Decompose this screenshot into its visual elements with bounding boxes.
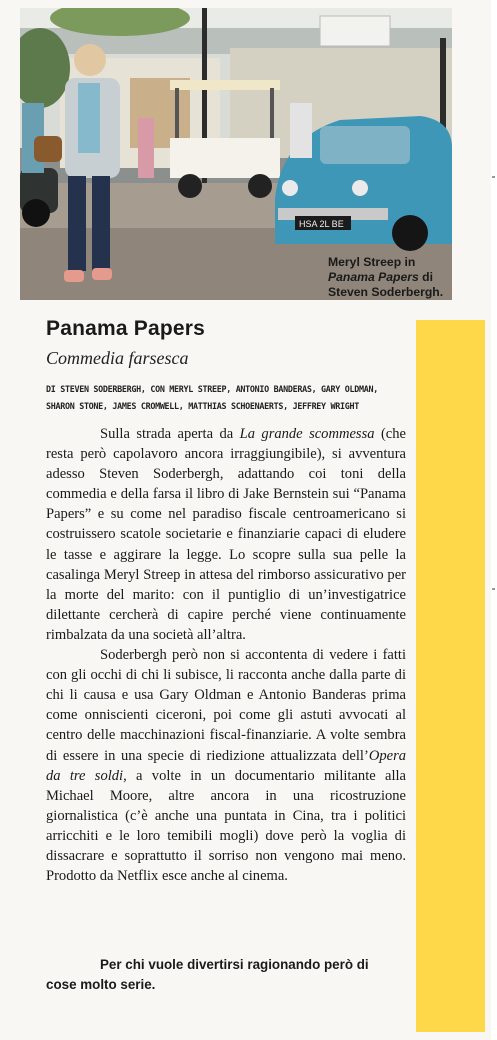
paragraph-2-text-a: Soderbergh però non si accontenta di vedere i fatti con gli occhi di chi li subisce, li racconta anche dalla parte di chi li causa e usa Gary Oldman e Antonio Banderas prima come onniscienti ciceroni, poi come gli astuti avvocati al centro delle macchinazioni fiscal-finanziarie. A volte sembra di essere in una specie di riedizione attualizzata dell’ xyxy=(46,647,406,764)
paragraph-1 xyxy=(46,424,406,645)
caption-line-1: Meryl Streep in xyxy=(328,255,416,269)
article-title: Panama Papers xyxy=(46,317,206,340)
article-subtitle: Commedia farsesca xyxy=(46,348,189,368)
verdict-text: Per chi vuole divertirsi ragionando però di cose molto serie. xyxy=(46,957,369,992)
paragraph-1-text-a: Sulla strada aperta da xyxy=(100,426,240,442)
caption-film-title: Panama Papers xyxy=(328,270,419,284)
page-edge xyxy=(491,0,497,1040)
caption-line-2-tail: di xyxy=(418,270,434,284)
caption-line-3: Steven Soderbergh. xyxy=(328,285,444,299)
paragraph-2-opera-title: Opera da tre soldi xyxy=(46,747,406,784)
license-plate: HSA 2L BE xyxy=(299,219,344,229)
article-credits: DI STEVEN SODERBERGH, CON MERYL STREEP, ANTONIO BANDERAS, GARY OLDMAN, SHARON STONE, JAMES CROMWELL, MATTHIAS SCHOENAERTS, JEFFREY WRIGHT xyxy=(46,384,378,411)
caption-line-2 xyxy=(328,270,496,285)
paragraph-2-text-b: , a volte in un documentario militante alla Michael Moore, altre ancora in una ricostruzione giornalistica (c’è anche una puntata in Cina, tra i politici arricchiti e le loro temibili mogli) dove però la voglia di dissacrare e soprattutto il sorriso non vengono mai meno. Prodotto da Netflix esce anche al cinema. xyxy=(46,767,407,885)
edge-mark xyxy=(492,176,495,178)
paragraph-2 xyxy=(46,645,406,886)
paragraph-1-film-title: La grande scommessa xyxy=(239,426,375,442)
photo-caption xyxy=(328,255,496,300)
edge-mark xyxy=(492,588,495,590)
paragraph-1-text-b: (che resta però capolavoro ancora irraggiungibile), si avventura adesso Steven Soderbergh, adattando coi toni della commedia e della farsa il libro di Jake Bernstein sui “Panama Papers” e su come nel paradiso fiscale centroamericano si costruissero scatole societarie e finanziarie capaci di eludere le tasse e aggirare la legge. Lo scopre sulla sua pelle la casalinga Meryl Streep in attesa del rimborso assicurativo per la morte del marito: con il puntiglio di un’investigatrice dilettante cercherà di capire perché viene continuamente rimbalzata da una società all’altra. xyxy=(46,426,406,643)
article-body xyxy=(46,424,406,886)
article-verdict xyxy=(46,955,396,995)
yellow-rating-stripe xyxy=(416,320,485,1032)
